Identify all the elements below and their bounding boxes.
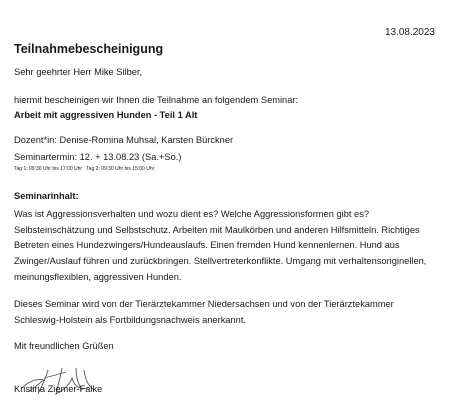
signatory-name: Kristina Ziemer-Falke [14, 384, 103, 394]
seminar-dates: Seminartermin: 12. + 13.08.23 (Sa.+So.) [14, 152, 182, 162]
content-heading: Seminarinhalt: [14, 191, 79, 201]
recognition-paragraph: Dieses Seminar wird von der Tierärztekammer Niedersachsen und von der Tierärztekammer Schleswig-Holstein als Fortbildungsnachweis anerkannt. [14, 299, 394, 325]
closing: Mit freundlichen Grüßen [14, 341, 114, 351]
day-times: Tag 1: 09:30 Uhr bis 17:00 Uhr Tag 2: 09:30 Uhr bis 15:00 Uhr [14, 166, 155, 172]
salutation: Sehr geehrter Herr Mike Silber, [14, 67, 143, 77]
lecturers: Dozent*in: Denise-Romina Muhsal, Karsten Bürckner [14, 135, 234, 145]
seminar-title: Arbeit mit aggressiven Hunden - Teil 1 Alt [14, 110, 198, 120]
content-paragraph: Was ist Aggressionsverhalten und wozu dient es? Welche Aggressionsformen gibt es? Selbsteinschätzung und Selbstschutz. Arbeiten mit Maulkörben und anderen Hilfsmitteln. Richtiges Betreten eines Hundezwingers/Hundeauslaufs. Einen fremden Hund kennenlernen. Hund aus Zwinger/Auslauf führen und zurückbringen. Stellvertreterkonflikte. Umgang mit verhaltensoriginellen, meinungsflexiblen, aggressiven Hunden. [14, 209, 427, 282]
document-date: 13.08.2023 [384, 27, 435, 38]
page-title: Teilnahmebescheinigung [14, 42, 164, 56]
intro-text: hiermit bescheinigen wir Ihnen die Teilnahme an folgendem Seminar: [14, 95, 299, 105]
